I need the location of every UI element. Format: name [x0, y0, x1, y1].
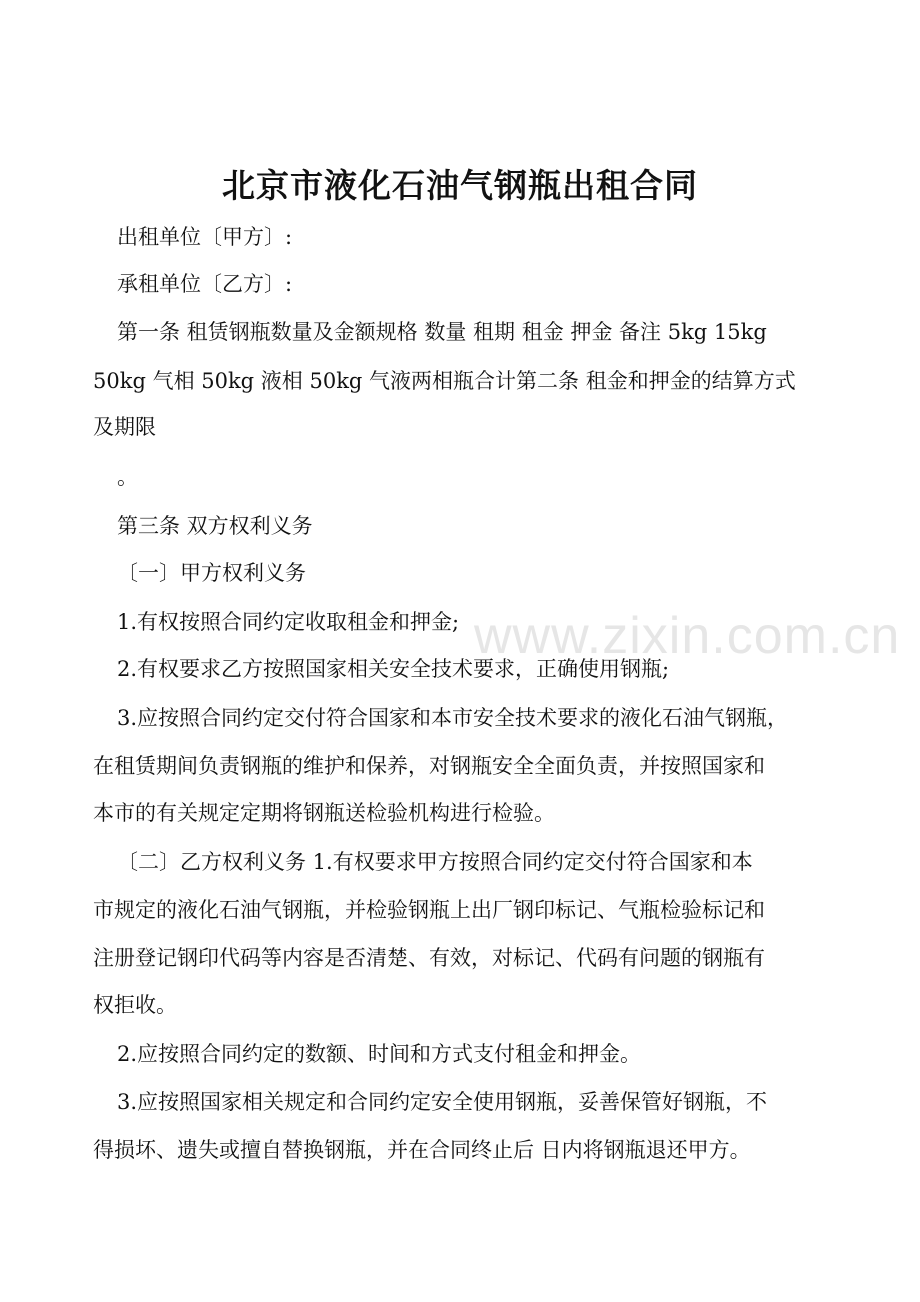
article-2-line-end: 及期限: [93, 415, 156, 439]
section-2-line-4: 权拒收。: [93, 993, 177, 1017]
section-1-item-2: 2.有权要求乙方按照国家相关安全技术要求，正确使用钢瓶;: [117, 657, 670, 681]
party-b-line: 承租单位〔乙方〕:: [117, 272, 293, 296]
section-2-item-3-line-2: 得损坏、遗失或擅自替换钢瓶，并在合同终止后 日内将钢瓶退还甲方。: [93, 1138, 751, 1162]
section-1-item-3-line-2: 在租赁期间负责钢瓶的维护和保养，对钢瓶安全全面负责，并按照国家和: [93, 754, 765, 778]
article-1-line-1: 第一条 租赁钢瓶数量及金额规格 数量 租期 租金 押金 备注 5kg 15kg: [117, 320, 767, 344]
section-2-item-3-line-1: 3.应按照国家相关规定和合同约定安全使用钢瓶，妥善保管好钢瓶，不: [117, 1090, 768, 1114]
period-mark: 。: [117, 465, 138, 489]
article-1-line-2: 50kg 气相 50kg 液相 50kg 气液两相瓶合计第二条 租金和押金的结算方式: [93, 369, 796, 393]
section-2-line-2: 市规定的液化石油气钢瓶，并检验钢瓶上出厂钢印标记、气瓶检验标记和: [93, 898, 765, 922]
article-3-heading: 第三条 双方权利义务: [117, 514, 313, 538]
document-title: 北京市液化石油气钢瓶出租合同: [222, 166, 698, 205]
section-1-item-1: 1.有权按照合同约定收取租金和押金;: [117, 610, 460, 634]
section-1-item-3-line-3: 本市的有关规定定期将钢瓶送检验机构进行检验。: [93, 801, 555, 825]
section-1-item-3-line-1: 3.应按照合同约定交付符合国家和本市安全技术要求的液化石油气钢瓶，: [117, 706, 789, 730]
section-2-line-1: 〔二〕乙方权利义务 1.有权要求甲方按照合同约定交付符合国家和本: [117, 850, 753, 874]
party-a-line: 出租单位〔甲方〕:: [117, 225, 293, 249]
watermark: www.zixin.com.cn: [474, 607, 901, 665]
section-2-line-3: 注册登记钢印代码等内容是否清楚、有效，对标记、代码有问题的钢瓶有: [93, 946, 765, 970]
section-1-heading: 〔一〕甲方权利义务: [117, 561, 306, 585]
section-2-item-2: 2.应按照合同约定的数额、时间和方式支付租金和押金。: [117, 1042, 642, 1066]
